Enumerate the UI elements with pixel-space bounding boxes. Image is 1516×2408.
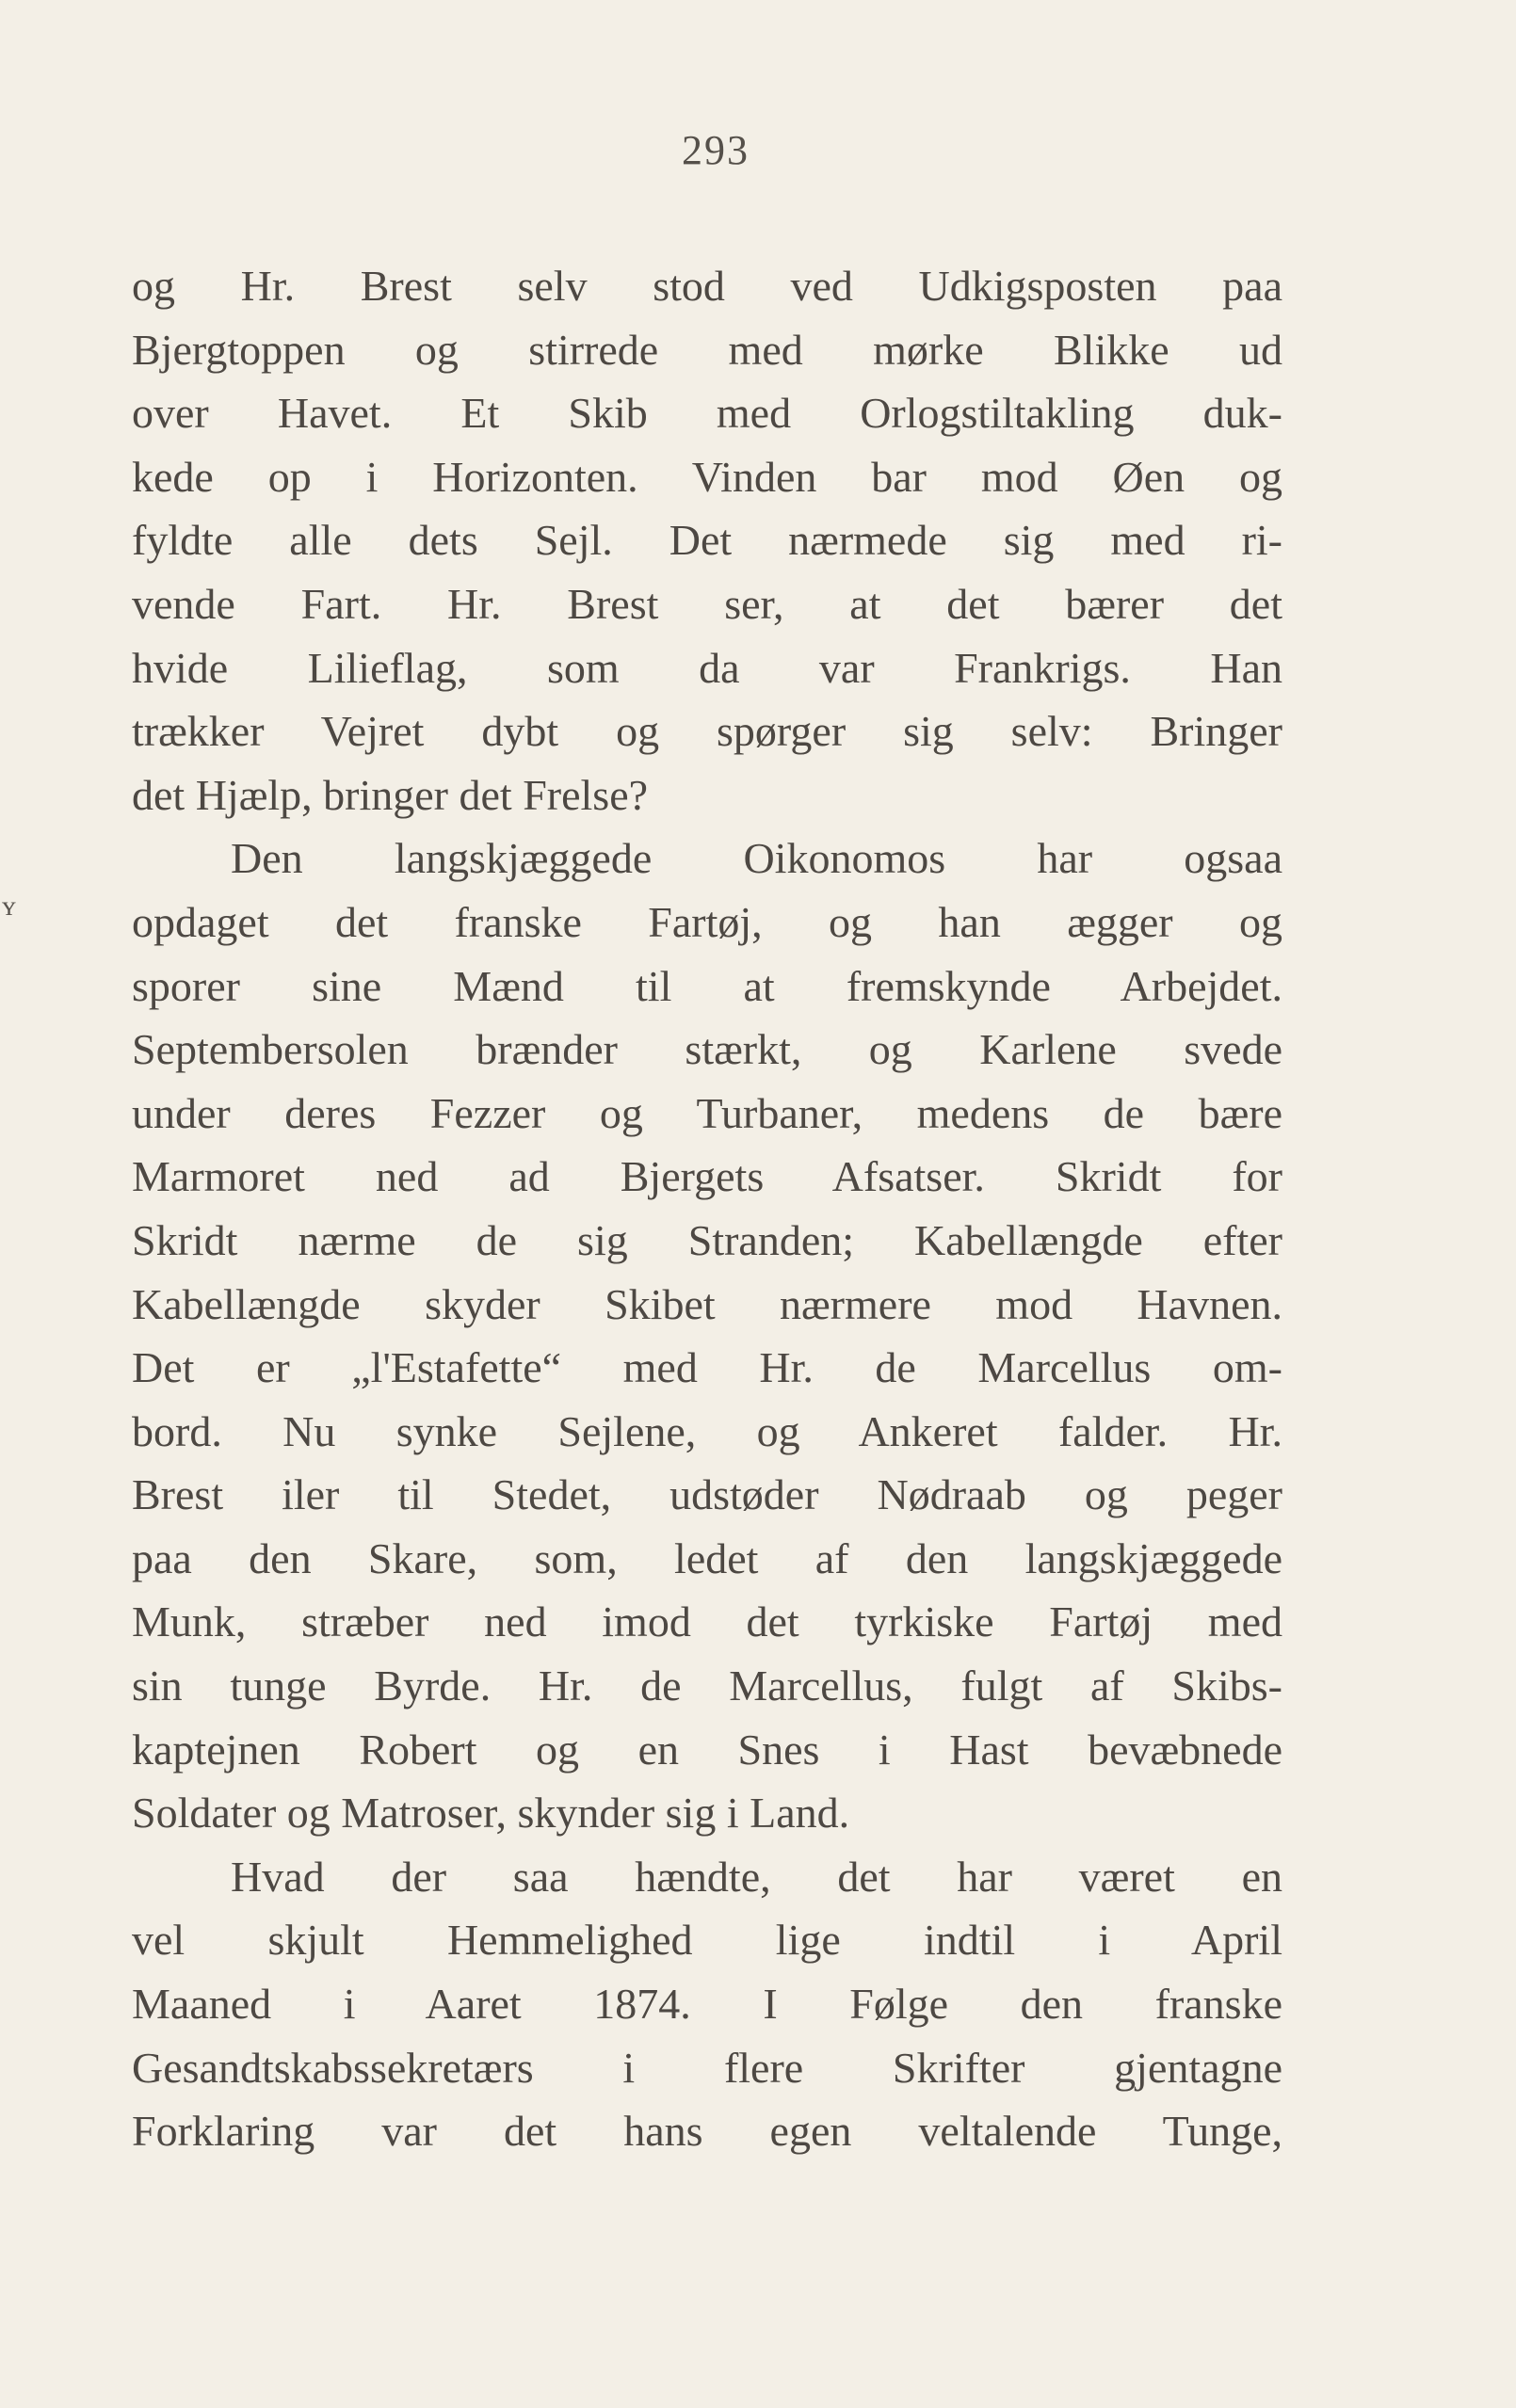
text-line: Maaned i Aaret 1874. I Følge den franske xyxy=(132,1980,1282,2029)
text-line: Det er „l'Estafette“ med Hr. de Marcellus om- xyxy=(132,1343,1282,1392)
text-line: Kabellængde skyder Skibet nærmere mod Havnen. xyxy=(132,1279,1282,1328)
text-line: opdaget det franske Fartøj, og han ægger og xyxy=(132,897,1282,946)
text-line: det Hjælp, bringer det Frelse? xyxy=(132,770,649,819)
text-line: Forklaring var det hans egen veltalende Tunge, xyxy=(132,2107,1282,2156)
text-line: kede op i Horizonten. Vinden bar mod Øen og xyxy=(132,452,1282,501)
text-line: under deres Fezzer og Turbaner, medens de bære xyxy=(132,1088,1282,1137)
text-line: kaptejnen Robert og en Snes i Hast bevæbnede xyxy=(132,1725,1282,1774)
text-line: sin tunge Byrde. Hr. de Marcellus, fulgt af Skibs- xyxy=(132,1662,1282,1710)
text-line: Skridt nærme de sig Stranden; Kabellængde efter xyxy=(132,1215,1282,1264)
text-line: sporer sine Mænd til at fremskynde Arbejdet. xyxy=(132,961,1282,1010)
text-line: Marmoret ned ad Bjergets Afsatser. Skridt for xyxy=(132,1152,1282,1201)
text-line: Munk, stræber ned imod det tyrkiske Fartøj med xyxy=(132,1597,1282,1646)
text-line: Septembersolen brænder stærkt, og Karlene svede xyxy=(132,1025,1282,1074)
text-line: bord. Nu synke Sejlene, og Ankeret falder. Hr. xyxy=(132,1406,1282,1455)
text-line: vende Fart. Hr. Brest ser, at det bærer det xyxy=(132,579,1282,628)
text-line: Brest iler til Stedet, udstøder Nødraab og peger xyxy=(132,1470,1282,1519)
text-line: Gesandtskabssekretærs i flere Skrifter gjentagne xyxy=(132,2043,1282,2092)
text-line: Den langskjæggede Oikonomos har ogsaa xyxy=(231,834,1282,883)
page-number: 293 xyxy=(682,127,750,173)
text-line: trækker Vejret dybt og spørger sig selv: Bringer xyxy=(132,707,1282,756)
margin-mark-icon: ʏ xyxy=(2,891,16,922)
text-line: Hvad der saa hændte, det har været en xyxy=(231,1852,1282,1901)
text-line: Soldater og Matroser, skynder sig i Land. xyxy=(132,1789,850,1838)
text-line: paa den Skare, som, ledet af den langskjæggede xyxy=(132,1533,1282,1582)
text-line: vel skjult Hemmelighed lige indtil i April xyxy=(132,1916,1282,1965)
text-line: fyldte alle dets Sejl. Det nærmede sig med ri- xyxy=(132,516,1282,565)
text-line: over Havet. Et Skib med Orlogstiltakling duk- xyxy=(132,389,1282,438)
text-line: hvide Lilieflag, som da var Frankrigs. Han xyxy=(132,643,1282,692)
text-line: og Hr. Brest selv stod ved Udkigsposten paa xyxy=(132,262,1282,310)
text-line: Bjergtoppen og stirrede med mørke Blikke ud xyxy=(132,325,1282,374)
body-text xyxy=(132,254,1282,2163)
